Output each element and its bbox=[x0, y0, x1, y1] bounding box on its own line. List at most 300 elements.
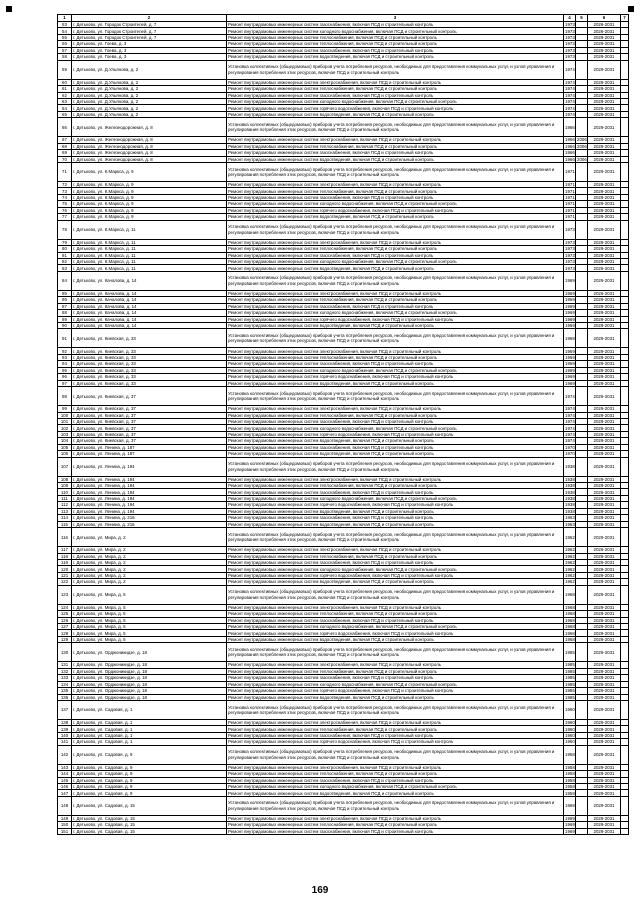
address-cell: г. Детьково, ул. Ленина, д. 194 bbox=[72, 483, 227, 489]
work-type-cell: Ремонт внутридомовых инженерных систем газоснабжения, включая ПСД и строительный контроль bbox=[227, 92, 564, 98]
row-number-cell: 61 bbox=[58, 86, 72, 92]
address-cell: г. Детьково, ул. Ленина, д. 194 bbox=[72, 495, 227, 501]
work-type-cell: Ремонт внутридомовых инженерных систем газоснабжения, включая ПСД и строительный контроль bbox=[227, 444, 564, 450]
build-year-cell: 1969 bbox=[564, 796, 576, 815]
build-year-cell: 1969 bbox=[565, 348, 575, 354]
row-number-cell: 100 bbox=[58, 412, 72, 418]
address-cell: г. Детьково, ул. К.Маркса, д. 9 bbox=[72, 182, 227, 188]
work-type-cell: Ремонт внутридомовых инженерных систем электроснабжения, включая ПСД и строительный контроль bbox=[227, 815, 564, 821]
build-year-cell: 1973 bbox=[565, 22, 575, 28]
planned-period-cell: 2029-2031 bbox=[588, 681, 621, 687]
address-cell: г. Детьково, ул. Ленина, д. 194 bbox=[72, 476, 227, 482]
work-type-cell: Ремонт внутридомовых инженерных систем горячего водоснабжения, включая ПСД и строительный контроль bbox=[227, 572, 564, 578]
work-type-cell: Ремонт внутридомовых инженерных систем горячего водоснабжения, включая ПСД и строительный контроль bbox=[227, 316, 564, 322]
planned-period-cell: 2029-2031 bbox=[588, 98, 621, 104]
work-type-cell: Ремонт внутридомовых инженерных систем теплоснабжения, включая ПСД и строительный контроль bbox=[227, 41, 564, 47]
build-year-cell: 1966 bbox=[565, 143, 575, 149]
work-type-cell: Ремонт внутридомовых инженерных систем водоотведения, включая ПСД и строительный контроль bbox=[227, 265, 564, 271]
privatization-year-cell bbox=[576, 387, 588, 406]
work-type-cell: Ремонт внутридомовых инженерных систем водоотведения, включая ПСД и строительный контроль bbox=[227, 694, 564, 700]
build-year-cell: 1970 bbox=[565, 444, 575, 450]
extra-cell bbox=[621, 457, 629, 476]
work-type-cell: Ремонт внутридомовых инженерных систем холодного водоснабжения, включая ПСД и строительный контроль bbox=[227, 310, 564, 316]
address-cell: г. Детьково, ул. Ленина, д. 187 bbox=[72, 451, 227, 457]
address-cell: г. Детьково, ул. Железнодорожная, д. 8 bbox=[72, 118, 227, 137]
address-cell: г. Детьково, ул. Городок Строителей, д. 7 bbox=[72, 28, 227, 34]
work-type-cell: Ремонт внутридомовых инженерных систем электроснабжения, включая ПСД и строительный контроль bbox=[227, 476, 564, 482]
row-number-cell: 89 bbox=[58, 316, 72, 322]
header-cell: 2 bbox=[72, 15, 227, 22]
planned-period-cell: 2029-2031 bbox=[588, 54, 621, 60]
planned-period-cell: 2029-2031 bbox=[588, 354, 621, 360]
build-year-cell: 1974 bbox=[565, 431, 575, 437]
build-year-cell: 1973 bbox=[565, 239, 575, 245]
planned-period-cell: 2029-2031 bbox=[588, 502, 621, 508]
build-year-cell: 1938 bbox=[565, 502, 575, 508]
work-type-cell: Ремонт внутридомовых инженерных систем газоснабжения, включая ПСД и строительный контроль bbox=[227, 732, 564, 738]
extra-cell bbox=[621, 828, 629, 834]
address-cell: г. Детьково, ул. К.Маркса, д. 9 bbox=[72, 194, 227, 200]
address-cell: г. Детьково, ул. Гоева, д. 3 bbox=[72, 47, 227, 53]
planned-period-cell: 2029-2031 bbox=[588, 367, 621, 373]
address-cell: г. Детьково, ул. Киевская, д. 37 bbox=[72, 418, 227, 424]
work-type-cell: Ремонт внутридомовых инженерных систем водоотведения, включая ПСД и строительный контроль bbox=[227, 323, 564, 329]
planned-period-cell: 2029-2031 bbox=[588, 739, 621, 745]
build-year-cell: 1973 bbox=[565, 54, 575, 60]
planned-period-cell: 2029-2031 bbox=[588, 220, 621, 239]
address-cell: г. Детьково, ул. Киевская, д. 33 bbox=[72, 361, 227, 367]
planned-period-cell: 2029-2031 bbox=[588, 566, 621, 572]
address-cell: г. Детьково, ул. Д.Ульянова, д. 2 bbox=[72, 111, 227, 117]
build-year-cell: 1971 bbox=[564, 163, 576, 182]
address-cell: г. Детьково, ул. Д.Ульянова, д. 2 bbox=[72, 60, 227, 79]
build-year-cell: 1973 bbox=[565, 265, 575, 271]
work-type-cell: Установка коллективных (общедомовых) приборов учета потребления ресурсов, необходимых для предоставления коммунальных услуг, и узлов управления и регулирования потребления этих ресурсов, включая ПСД и строительный контроль bbox=[227, 329, 564, 348]
row-number-cell: 84 bbox=[58, 271, 72, 290]
work-type-cell: Ремонт внутридомовых инженерных систем теплоснабжения, включая ПСД и строительный контроль bbox=[227, 188, 564, 194]
table-row bbox=[58, 643, 629, 662]
address-cell: г. Детьково, ул. Киевская, д. 33 bbox=[72, 374, 227, 380]
address-cell: г. Детьково, ул. Садовая, д. 1 bbox=[72, 700, 227, 719]
row-number-cell: 113 bbox=[58, 508, 72, 514]
build-year-cell: 1973 bbox=[564, 220, 576, 239]
work-type-cell: Установка коллективных (общедомовых) приборов учета потребления ресурсов, необходимых для предоставления коммунальных услуг, и узлов управления и регулирования потребления этих ресурсов, включая ПСД и строительный контроль bbox=[227, 271, 564, 290]
work-type-cell: Ремонт внутридомовых инженерных систем горячего водоснабжения, включая ПСД и строительный контроль bbox=[227, 630, 564, 636]
address-cell: г. Детьково, ул. Железнодорожная, д. 8 bbox=[72, 150, 227, 156]
row-number-cell: 116 bbox=[58, 528, 72, 547]
build-year-cell: 1962 bbox=[564, 528, 576, 547]
address-cell: г. Детьково, ул. Киевская, д. 37 bbox=[72, 406, 227, 412]
work-type-cell: Установка коллективных (общедомовых) приборов учета потребления ресурсов, необходимых для предоставления коммунальных услуг, и узлов управления и регулирования потребления этих ресурсов, включая ПСД и строительный контроль bbox=[227, 528, 564, 547]
work-type-cell: Ремонт внутридомовых инженерных систем холодного водоснабжения, включая ПСД и строительный контроль bbox=[227, 624, 564, 630]
build-year-cell: 1958 bbox=[564, 745, 576, 764]
row-number-cell: 121 bbox=[58, 572, 72, 578]
address-cell: г. Детьково, ул. Орджоникидзе, д. 18 bbox=[72, 681, 227, 687]
row-number-cell: 66 bbox=[58, 118, 72, 137]
address-cell: г. Детьково, ул. Качалова, д. 14 bbox=[72, 323, 227, 329]
planned-period-cell: 2029-2031 bbox=[588, 425, 621, 431]
work-type-cell: Ремонт внутридомовых инженерных систем теплоснабжения, включая ПСД и строительный контроль bbox=[227, 726, 564, 732]
address-cell: г. Детьково, ул. Орджоникидзе, д. 18 bbox=[72, 643, 227, 662]
planned-period-cell: 2029-2031 bbox=[588, 201, 621, 207]
build-year-cell: 1958 bbox=[565, 771, 575, 777]
planned-period-cell: 2029-2031 bbox=[588, 92, 621, 98]
work-type-cell: Ремонт внутридомовых инженерных систем горячего водоснабжения, включая ПСД и строительный контроль bbox=[227, 105, 564, 111]
privatization-year-cell bbox=[576, 163, 588, 182]
privatization-year-cell bbox=[576, 329, 588, 348]
address-cell: г. Детьково, ул. Орджоникидзе, д. 18 bbox=[72, 688, 227, 694]
planned-period-cell: 2029-2031 bbox=[588, 329, 621, 348]
build-year-cell: 1974 bbox=[565, 79, 575, 85]
build-year-cell: 1963 bbox=[565, 515, 575, 521]
build-year-cell: 1966 bbox=[565, 150, 575, 156]
build-year-cell: 1974 bbox=[565, 425, 575, 431]
address-cell: г. Детьково, ул. Мира, д. 2 bbox=[72, 559, 227, 565]
build-year-cell: 1968 bbox=[564, 585, 576, 604]
planned-period-cell: 2029-2031 bbox=[588, 745, 621, 764]
build-year-cell: 1969 bbox=[565, 355, 575, 361]
work-type-cell: Ремонт внутридомовых инженерных систем водоотведения, включая ПСД и строительный контроль bbox=[227, 579, 564, 585]
work-type-cell: Ремонт внутридомовых инженерных систем газоснабжения, включая ПСД и строительный контроль bbox=[227, 675, 564, 681]
work-type-cell: Ремонт внутридомовых инженерных систем газоснабжения, включая ПСД и строительный контроль bbox=[227, 559, 564, 565]
extra-cell bbox=[621, 796, 629, 815]
planned-period-cell: 2029-2031 bbox=[588, 521, 621, 527]
row-number-cell: 62 bbox=[58, 92, 72, 98]
build-year-cell: 1985 bbox=[565, 688, 575, 694]
build-year-cell: 1971 bbox=[565, 182, 575, 188]
row-number-cell: 141 bbox=[58, 739, 72, 745]
row-number-cell: 54 bbox=[58, 28, 72, 34]
address-cell: г. Детьково, ул. Ленина, д. 194 bbox=[72, 489, 227, 495]
planned-period-cell: 2029-2031 bbox=[588, 675, 621, 681]
row-number-cell: 98 bbox=[58, 387, 72, 406]
address-cell: г. Детьково, ул. Гоева, д. 3 bbox=[72, 54, 227, 60]
build-year-cell: 1962 bbox=[565, 553, 575, 559]
build-year-cell: 1974 bbox=[565, 419, 575, 425]
planned-period-cell: 2029-2031 bbox=[588, 515, 621, 521]
planned-period-cell: 2029-2031 bbox=[588, 214, 621, 220]
work-type-cell: Установка коллективных (общедомовых) приборов учета потребления ресурсов, необходимых для предоставления коммунальных услуг, и узлов управления и регулирования потребления этих ресурсов, включая ПСД и строительный контроль bbox=[227, 387, 564, 406]
address-cell: г. Детьково, ул. Орджоникидзе, д. 18 bbox=[72, 662, 227, 668]
row-number-cell: 131 bbox=[58, 662, 72, 668]
build-year-cell: 1969 bbox=[565, 310, 575, 316]
work-type-cell: Ремонт внутридомовых инженерных систем газоснабжения, включая ПСД и строительный контроль bbox=[227, 194, 564, 200]
planned-period-cell: 2029-2031 bbox=[588, 668, 621, 674]
work-type-cell: Установка коллективных (общедомовых) приборов учета потребления ресурсов, необходимых для предоставления коммунальных услуг, и узлов управления и регулирования потребления этих ресурсов, включая ПСД и строительный контроль bbox=[227, 220, 564, 239]
planned-period-cell: 2029-2031 bbox=[588, 406, 621, 412]
address-cell: г. Детьково, ул. Орджоникидзе, д. 18 bbox=[72, 675, 227, 681]
work-type-cell: Ремонт внутридомовых инженерных систем теплоснабжения, включая ПСД и строительный контроль bbox=[227, 412, 564, 418]
build-year-cell: 1938 bbox=[565, 483, 575, 489]
work-type-cell: Ремонт внутридомовых инженерных систем газоснабжения, включая ПСД и строительный контроль bbox=[227, 489, 564, 495]
work-type-cell: Ремонт внутридомовых инженерных систем газоснабжения, включая ПСД и строительный контроль bbox=[227, 252, 564, 258]
address-cell: г. Детьково, ул. Гоева, д. 3 bbox=[72, 41, 227, 47]
table-row bbox=[58, 329, 629, 348]
planned-period-cell: 2029-2031 bbox=[588, 630, 621, 636]
work-type-cell: Ремонт внутридомовых инженерных систем горячего водоснабжения, включая ПСД и строительный контроль bbox=[227, 374, 564, 380]
row-number-cell: 106 bbox=[58, 451, 72, 457]
work-type-cell: Ремонт внутридомовых инженерных систем газоснабжения, включая ПСД и строительный контроль bbox=[227, 515, 564, 521]
row-number-cell: 145 bbox=[58, 777, 72, 783]
address-cell: г. Детьково, ул. К.Маркса, д. 11 bbox=[72, 246, 227, 252]
table-row bbox=[58, 118, 629, 137]
build-year-cell: 1973 bbox=[565, 41, 575, 47]
address-cell: г. Детьково, ул. Мира, д. 2 bbox=[72, 572, 227, 578]
planned-period-cell: 2026-2031 bbox=[588, 547, 621, 553]
planned-period-cell: 2029-2031 bbox=[588, 572, 621, 578]
build-year-cell: 1958 bbox=[565, 784, 575, 790]
address-cell: г. Детьково, ул. Качалова, д. 14 bbox=[72, 303, 227, 309]
row-number-cell: 56 bbox=[58, 41, 72, 47]
row-number-cell: 96 bbox=[58, 374, 72, 380]
row-number-cell: 130 bbox=[58, 643, 72, 662]
planned-period-cell: 2029-2031 bbox=[588, 719, 621, 725]
header-cell: 1 bbox=[58, 15, 72, 22]
row-number-cell: 133 bbox=[58, 675, 72, 681]
work-type-cell: Ремонт внутридомовых инженерных систем электроснабжения, включая ПСД и строительный контроль bbox=[227, 239, 564, 245]
work-type-cell: Ремонт внутридомовых инженерных систем холодного водоснабжения, включая ПСД и строительный контроль bbox=[227, 681, 564, 687]
build-year-cell: 1973 bbox=[565, 28, 575, 34]
planned-period-cell: 2029-2031 bbox=[588, 182, 621, 188]
planned-period-cell: 2029-2031 bbox=[588, 316, 621, 322]
planned-period-cell: 2029-2031 bbox=[588, 34, 621, 40]
work-type-cell: Ремонт внутридомовых инженерных систем газоснабжения, включая ПСД и строительный контроль bbox=[227, 617, 564, 623]
build-year-cell: 1973 bbox=[565, 259, 575, 265]
build-year-cell: 1974 bbox=[564, 387, 576, 406]
row-number-cell: 142 bbox=[58, 745, 72, 764]
build-year-cell: 1971 bbox=[565, 207, 575, 213]
planned-period-cell: 2029-2031 bbox=[588, 143, 621, 149]
build-year-cell: 1968 bbox=[565, 624, 575, 630]
planned-period-cell: 2029-2031 bbox=[588, 348, 621, 354]
planned-period-cell: 2029-2031 bbox=[588, 726, 621, 732]
address-cell: г. Детьково, ул. Орджоникидзе, д. 18 bbox=[72, 694, 227, 700]
planned-period-cell: 2029-2031 bbox=[588, 771, 621, 777]
build-year-cell: 1974 bbox=[565, 86, 575, 92]
row-number-cell: 72 bbox=[58, 182, 72, 188]
planned-period-cell: 2026-2031 bbox=[588, 22, 621, 28]
build-year-cell: 1973 bbox=[565, 252, 575, 258]
address-cell: г. Детьково, ул. Садовая, д. 9 bbox=[72, 784, 227, 790]
planned-period-cell: 2029-2031 bbox=[588, 258, 621, 264]
build-year-cell: 1969 bbox=[565, 316, 575, 322]
address-cell: г. Детьково, ул. Садовая, д. 1 bbox=[72, 719, 227, 725]
table-row bbox=[58, 745, 629, 764]
extra-cell bbox=[621, 271, 629, 290]
planned-period-cell: 2029-2031 bbox=[588, 815, 621, 821]
build-year-cell: 1960 bbox=[565, 732, 575, 738]
work-type-cell: Ремонт внутридомовых инженерных систем теплоснабжения, включая ПСД и строительный контроль bbox=[227, 668, 564, 674]
privatization-year-cell bbox=[576, 585, 588, 604]
row-number-cell: 117 bbox=[58, 547, 72, 553]
row-number-cell: 60 bbox=[58, 79, 72, 85]
row-number-cell: 76 bbox=[58, 207, 72, 213]
address-cell: г. Детьково, ул. Д.Ульянова, д. 2 bbox=[72, 92, 227, 98]
row-number-cell: 107 bbox=[58, 457, 72, 476]
row-number-cell: 102 bbox=[58, 425, 72, 431]
row-number-cell: 71 bbox=[58, 163, 72, 182]
work-type-cell: Ремонт внутридомовых инженерных систем горячего водоснабжения, включая ПСД и строительный контроль bbox=[227, 739, 564, 745]
row-number-cell: 73 bbox=[58, 188, 72, 194]
privatization-year-cell bbox=[576, 796, 588, 815]
work-type-cell: Ремонт внутридомовых инженерных систем водоотведения, включая ПСД и строительный контроль bbox=[227, 111, 564, 117]
planned-period-cell: 2029-2031 bbox=[588, 412, 621, 418]
table-body bbox=[58, 15, 629, 835]
work-type-cell: Ремонт внутридомовых инженерных систем газоснабжения, включая ПСД и строительный контроль bbox=[227, 22, 564, 28]
address-cell: г. Детьково, ул. Садовая, д. 15 bbox=[72, 828, 227, 834]
row-number-cell: 104 bbox=[58, 438, 72, 444]
header-cell: 6 bbox=[588, 15, 621, 22]
address-cell: г. Детьково, ул. Садовая, д. 9 bbox=[72, 790, 227, 796]
planned-period-cell: 2029-2031 bbox=[588, 86, 621, 92]
build-year-cell: 1966 bbox=[565, 156, 575, 162]
row-number-cell: 150 bbox=[58, 822, 72, 828]
work-type-cell: Ремонт внутридомовых инженерных систем холодного водоснабжения, включая ПСД и строительный контроль bbox=[227, 201, 564, 207]
extra-cell bbox=[621, 163, 629, 182]
row-number-cell: 67 bbox=[58, 137, 72, 143]
row-number-cell: 137 bbox=[58, 700, 72, 719]
row-number-cell: 69 bbox=[58, 150, 72, 156]
planned-period-cell: 2029-2031 bbox=[588, 476, 621, 482]
work-type-cell: Ремонт внутридомовых инженерных систем горячего водоснабжения, включая ПСД и строительный контроль bbox=[227, 688, 564, 694]
build-year-cell: 1985 bbox=[564, 643, 576, 662]
row-number-cell: 68 bbox=[58, 143, 72, 149]
row-number-cell: 123 bbox=[58, 585, 72, 604]
table-row bbox=[58, 528, 629, 547]
row-number-cell: 91 bbox=[58, 329, 72, 348]
build-year-cell: 1971 bbox=[565, 188, 575, 194]
work-type-cell: Ремонт внутридомовых инженерных систем водоотведения, включая ПСД и строительный контроль bbox=[227, 451, 564, 457]
planned-period-cell: 2029-2031 bbox=[588, 374, 621, 380]
address-cell: г. Детьково, ул. К.Маркса, д. 11 bbox=[72, 239, 227, 245]
planned-period-cell: 2029-2031 bbox=[588, 118, 621, 137]
work-type-cell: Ремонт внутридомовых инженерных систем электроснабжения, включая ПСД и строительный контроль bbox=[227, 348, 564, 354]
address-cell: г. Детьково, ул. Садовая, д. 9 bbox=[72, 745, 227, 764]
work-type-cell: Ремонт внутридомовых инженерных систем электроснабжения, включая ПСД и строительный контроль bbox=[227, 662, 564, 668]
address-cell: г. Детьково, ул. Киевская, д. 33 bbox=[72, 367, 227, 373]
planned-period-cell: 2029-2031 bbox=[588, 163, 621, 182]
work-type-cell: Ремонт внутридомовых инженерных систем газоснабжения, включая ПСД и строительный контроль bbox=[227, 361, 564, 367]
address-cell: г. Детьково, ул. Мира, д. 5 bbox=[72, 585, 227, 604]
privatization-year-cell bbox=[576, 643, 588, 662]
work-type-cell: Установка коллективных (общедомовых) приборов учета потребления ресурсов, необходимых для предоставления коммунальных услуг, и узлов управления и регулирования потребления этих ресурсов, включая ПСД и строительный контроль bbox=[227, 457, 564, 476]
planned-period-cell: 2029-2031 bbox=[588, 508, 621, 514]
work-type-cell: Ремонт внутридомовых инженерных систем теплоснабжения, включая ПСД и строительный контроль bbox=[227, 553, 564, 559]
address-cell: г. Детьково, ул. Киевская, д. 33 bbox=[72, 354, 227, 360]
planned-period-cell: 2029-2031 bbox=[588, 553, 621, 559]
header-cell: 3 bbox=[227, 15, 564, 22]
row-number-cell: 90 bbox=[58, 323, 72, 329]
build-year-cell: 1966 bbox=[564, 118, 576, 137]
row-number-cell: 93 bbox=[58, 354, 72, 360]
row-number-cell: 139 bbox=[58, 726, 72, 732]
planned-period-cell: 2029-2031 bbox=[588, 105, 621, 111]
address-cell: г. Детьково, ул. Киевская, д. 37 bbox=[72, 431, 227, 437]
table-row bbox=[58, 163, 629, 182]
work-type-cell: Установка коллективных (общедомовых) приборов учета потребления ресурсов, необходимых для предоставления коммунальных услуг, и узлов управления и регулирования потребления этих ресурсов, включая ПСД и строительный контроль bbox=[227, 796, 564, 815]
row-number-cell: 80 bbox=[58, 246, 72, 252]
planned-period-cell: 2029-2031 bbox=[588, 207, 621, 213]
work-type-cell: Ремонт внутридомовых инженерных систем электроснабжения, включая ПСД и строительный контроль bbox=[227, 764, 564, 770]
build-year-cell: 1963 bbox=[565, 521, 575, 527]
planned-period-cell: 2029-2031 bbox=[588, 790, 621, 796]
address-cell: г. Детьково, ул. К.Маркса, д. 9 bbox=[72, 207, 227, 213]
build-year-cell: 1985 bbox=[565, 675, 575, 681]
work-type-cell: Ремонт внутридомовых инженерных систем электроснабжения, включая ПСД и строительный контроль bbox=[227, 79, 564, 85]
row-number-cell: 55 bbox=[58, 34, 72, 40]
row-number-cell: 92 bbox=[58, 348, 72, 354]
planned-period-cell: 2029-2031 bbox=[588, 79, 621, 85]
address-cell: г. Детьково, ул. Железнодорожная, д. 8 bbox=[72, 137, 227, 143]
privatization-year-cell bbox=[576, 457, 588, 476]
row-number-cell: 70 bbox=[58, 156, 72, 162]
build-year-cell: 1969 bbox=[565, 367, 575, 373]
build-year-cell: 1971 bbox=[565, 214, 575, 220]
row-number-cell: 132 bbox=[58, 668, 72, 674]
work-type-cell: Ремонт внутридомовых инженерных систем электроснабжения, включая ПСД и строительный контроль bbox=[227, 406, 564, 412]
row-number-cell: 110 bbox=[58, 489, 72, 495]
build-year-cell: 1960 bbox=[565, 720, 575, 726]
build-year-cell: 1973 bbox=[565, 246, 575, 252]
work-type-cell: Ремонт внутридомовых инженерных систем холодного водоснабжения, включая ПСД и строительный контроль bbox=[227, 425, 564, 431]
planned-period-cell: 2029-2031 bbox=[588, 239, 621, 245]
build-year-cell: 1938 bbox=[564, 457, 576, 476]
work-type-cell: Ремонт внутридомовых инженерных систем электроснабжения, включая ПСД и строительный контроль bbox=[227, 547, 564, 553]
build-year-cell: 1969 bbox=[565, 290, 575, 296]
planned-period-cell: 2029-2031 bbox=[588, 495, 621, 501]
work-type-cell: Ремонт внутридомовых инженерных систем теплоснабжения, включая ПСД и строительный контроль bbox=[227, 34, 564, 40]
row-number-cell: 146 bbox=[58, 784, 72, 790]
work-type-cell: Ремонт внутридомовых инженерных систем электроснабжения, включая ПСД и строительный контроль bbox=[227, 137, 564, 143]
extra-cell bbox=[621, 118, 629, 137]
extra-cell bbox=[621, 220, 629, 239]
work-type-cell: Ремонт внутридомовых инженерных систем теплоснабжения, включая ПСД и строительный контроль bbox=[227, 297, 564, 303]
extra-cell bbox=[621, 585, 629, 604]
planned-period-cell: 2029-2031 bbox=[588, 828, 621, 834]
address-cell: г. Детьково, ул. Ленина, д. 194 bbox=[72, 502, 227, 508]
row-number-cell: 53 bbox=[58, 22, 72, 28]
work-type-cell: Ремонт внутридомовых инженерных систем теплоснабжения, включая ПСД и строительный контроль bbox=[227, 611, 564, 617]
build-year-cell: 1958 bbox=[565, 777, 575, 783]
planned-period-cell: 2029-2031 bbox=[588, 784, 621, 790]
planned-period-cell: 2029-2031 bbox=[588, 380, 621, 386]
planned-period-cell: 2029-2031 bbox=[588, 617, 621, 623]
row-number-cell: 136 bbox=[58, 694, 72, 700]
address-cell: г. Детьково, ул. Качалова, д. 14 bbox=[72, 290, 227, 296]
build-year-cell: 1969 bbox=[564, 329, 576, 348]
row-number-cell: 143 bbox=[58, 764, 72, 770]
planned-period-cell: 2029-2031 bbox=[588, 688, 621, 694]
planned-period-cell: 2029-2031 bbox=[588, 483, 621, 489]
table-row bbox=[58, 60, 629, 79]
privatization-year-cell: 2006 bbox=[577, 143, 587, 149]
privatization-year-cell: 2006 bbox=[577, 137, 587, 143]
row-number-cell: 148 bbox=[58, 796, 72, 815]
row-number-cell: 87 bbox=[58, 303, 72, 309]
build-year-cell: 1985 bbox=[565, 668, 575, 674]
work-type-cell: Ремонт внутридомовых инженерных систем теплоснабжения, включая ПСД и строительный контроль bbox=[227, 822, 564, 828]
planned-period-cell: 2029-2031 bbox=[588, 624, 621, 630]
row-number-cell: 119 bbox=[58, 559, 72, 565]
extra-cell bbox=[621, 700, 629, 719]
work-type-cell: Ремонт внутридомовых инженерных систем холодного водоснабжения, включая ПСД и строительный контроль bbox=[227, 566, 564, 572]
work-type-cell: Ремонт внутридомовых инженерных систем теплоснабжения, включая ПСД и строительный контроль bbox=[227, 483, 564, 489]
planned-period-cell: 2029-2031 bbox=[588, 732, 621, 738]
work-type-cell: Ремонт внутридомовых инженерных систем газоснабжения, включая ПСД и строительный контроль bbox=[227, 828, 564, 834]
planned-period-cell: 2029-2031 bbox=[588, 297, 621, 303]
address-cell: г. Детьково, ул. К.Маркса, д. 11 bbox=[72, 252, 227, 258]
planned-period-cell: 2029-2031 bbox=[588, 559, 621, 565]
